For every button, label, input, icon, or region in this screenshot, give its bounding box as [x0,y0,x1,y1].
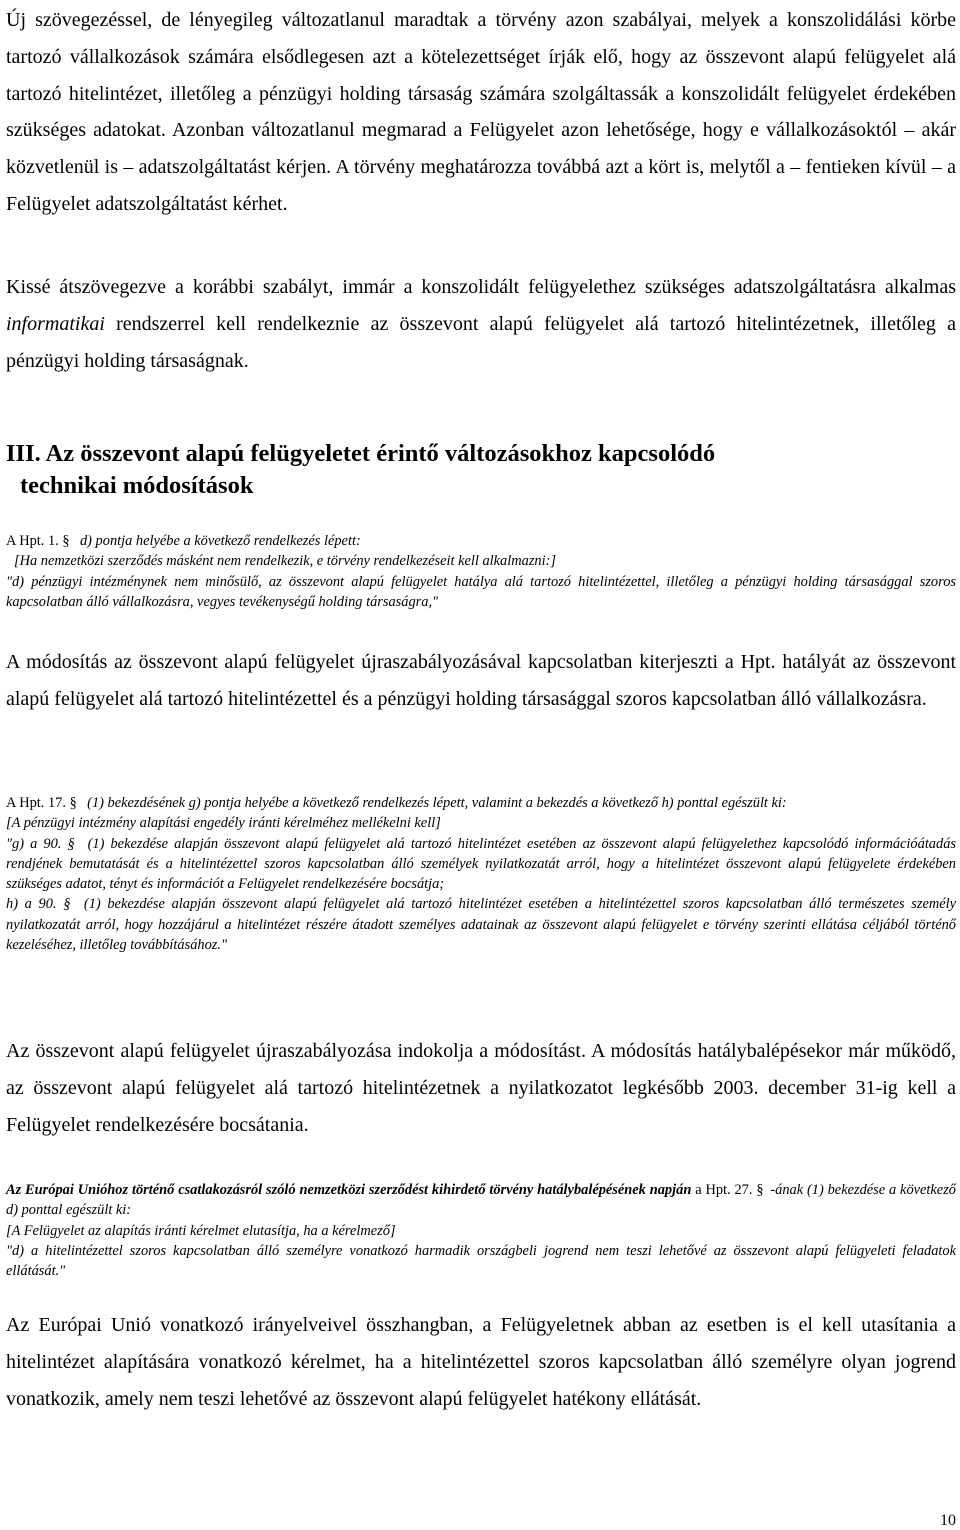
amendment-hpt-17 [6,793,956,955]
amendment-hpt-27-reference: Az Európai Unióhoz történő csatlakozásról szóló nemzetközi szerződést kihirdető törvény hatálybalépésének napján a Hpt. 27. § -ának (1) bekezdése a következő d) ponttal egészült ki: [6,1182,956,1219]
amendment-hpt-17-point-g: "g) a 90. § (1) bekezdése alapján összevont alapú felügyelet alá tartozó hitelintézet esetében az összevont alapú felügyelethez kapcsolódó információátadás rendjének bemutatását és a hitelintézettel szoros kapcsolatban álló személyek nyilatkozatát arról, hogy a hitelintézet összevont alapú felügyelete érdekében szükséges adatot, tényt és információt a Felügyelet rendelkezésére bocsátja; [6,835,956,893]
section-sign-icon: § [62,533,70,549]
amendment-hpt-1-quote: "d) pénzügyi intézménynek nem minősülő, az összevont alapú felügyelet hatálya alá tartozó hitelintézettel, illetőleg a pénzügyi holding társasággal szoros kapcsolatban álló vállalkozásra, vegyes tevékenységű holding társaságra," [6,573,956,610]
section-heading-line2: technikai módosítások [20,472,254,499]
paragraph-it-system-before: Kissé átszövegezve a korábbi szabályt, immár a konszolidált felügyelethez szükséges adatszolgáltatásra alkalmas [6,276,956,298]
page-number: 10 [940,1512,956,1529]
paragraph-consolidation-data: Új szövegezéssel, de lényegileg változatlanul maradtak a törvény azon szabályai, melyek a konszolidálási körbe tartozó vállalkozások számára elsődlegesen azt a kötelezettséget írják elő, hogy az összevont alapú felügyelet alá tartozó hitelintézet, illetőleg a pénzügyi holding társaság számára szolgáltassák a konszolidált felügyelet érdekében szükséges adatokat. Azonban változatlanul megmarad a Felügyelet azon lehetősége, hogy e vállalkozásoktól – akár közvetlenül is – adatszolgáltatást kérjen. A törvény meghatározza továbbá azt a kört is, melytől a – fentieken kívül – a Felügyelet adatszolgáltatást kérhet. [6,9,956,215]
paragraph-eu-directives: Az Európai Unió vonatkozó irányelveivel összhangban, a Felügyeletnek abban az esetben is el kell utasítania a hitelintézet alapítására vonatkozó kérelmet, ha a hitelintézettel szoros kapcsolatban álló személyre olyan jogrend vonatkozik, amely nem teszi lehetővé az összevont alapú felügyelet hatékony ellátását. [6,1314,956,1410]
amendment-hpt-1 [6,531,956,612]
amendment-hpt-27 [6,1180,956,1281]
amendment-hpt-27-bracket: [A Felügyelet az alapítás iránti kérelmet elutasítja, ha a kérelmező] [6,1222,396,1239]
section-sign-icon: § [756,1182,764,1198]
section-heading-line1: III. Az összevont alapú felügyeletet érintő változásokhoz kapcsolódó [6,440,716,467]
section-sign-icon: § [63,896,71,913]
paragraph-it-system-italic: informatikai [6,312,105,335]
section-sign-icon: § [69,795,77,811]
amendment-hpt-17-reference: A Hpt. 17. § (1) bekezdésének g) pontja helyébe a következő rendelkezés lépett, valamint a bekezdés a következő h) ponttal egészült ki: [6,793,956,813]
paragraph-scope-extension: A módosítás az összevont alapú felügyelet újraszabályozásával kapcsolatban kiterjeszti a Hpt. hatályát az összevont alapú felügyelet alá tartozó hitelintézettel és a pénzügyi holding társasággal szoros kapcsolatban álló vállalkozásra. [6,651,956,710]
paragraph-it-system [6,269,956,379]
amendment-hpt-1-reference: A Hpt. 1. § d) pontja helyébe a következő rendelkezés lépett: [6,531,956,551]
section-heading [6,438,956,502]
paragraph-reregulation: Az összevont alapú felügyelet újraszabályozása indokolja a módosítást. A módosítás hatálybalépésekor már működő, az összevont alapú felügyelet alá tartozó hitelintézetnek a nyilatkozatot legkésőbb 2003. december 31-ig kell a Felügyelet rendelkezésére bocsátania. [6,1040,956,1136]
paragraph-it-system-after: rendszerrel kell rendelkeznie az összevont alapú felügyelet alá tartozó hitelintézetnek, illetőleg a pénzügyi holding társaságnak. [6,312,956,372]
amendment-hpt-17-point-h: h) a 90. § (1) bekezdése alapján összevont alapú felügyelet alá tartozó hitelintézet esetében a hitelintézettel szoros kapcsolatban álló természetes személy nyilatkozatát arról, hogy hozzájárul a hitelintézet részére átadott személyes adatainak az összevont alapú felügyelet e törvény szerinti ellátása céljából történő kezeléséhez, illetőleg továbbításához." [6,896,956,954]
section-sign-icon: § [67,835,75,852]
amendment-hpt-1-bracket: [Ha nemzetközi szerződés másként nem rendelkezik, e törvény rendelkezéseit kell alkalmazni:] [14,553,557,570]
amendment-hpt-17-bracket: [A pénzügyi intézmény alapítási engedély iránti kérelméhez mellékelni kell] [6,815,441,832]
amendment-hpt-27-quote: "d) a hitelintézettel szoros kapcsolatban álló személyre vonatkozó harmadik országbeli jogrend nem teszi lehetővé az összevont alapú felügyeleti feladatok ellátását." [6,1242,956,1280]
